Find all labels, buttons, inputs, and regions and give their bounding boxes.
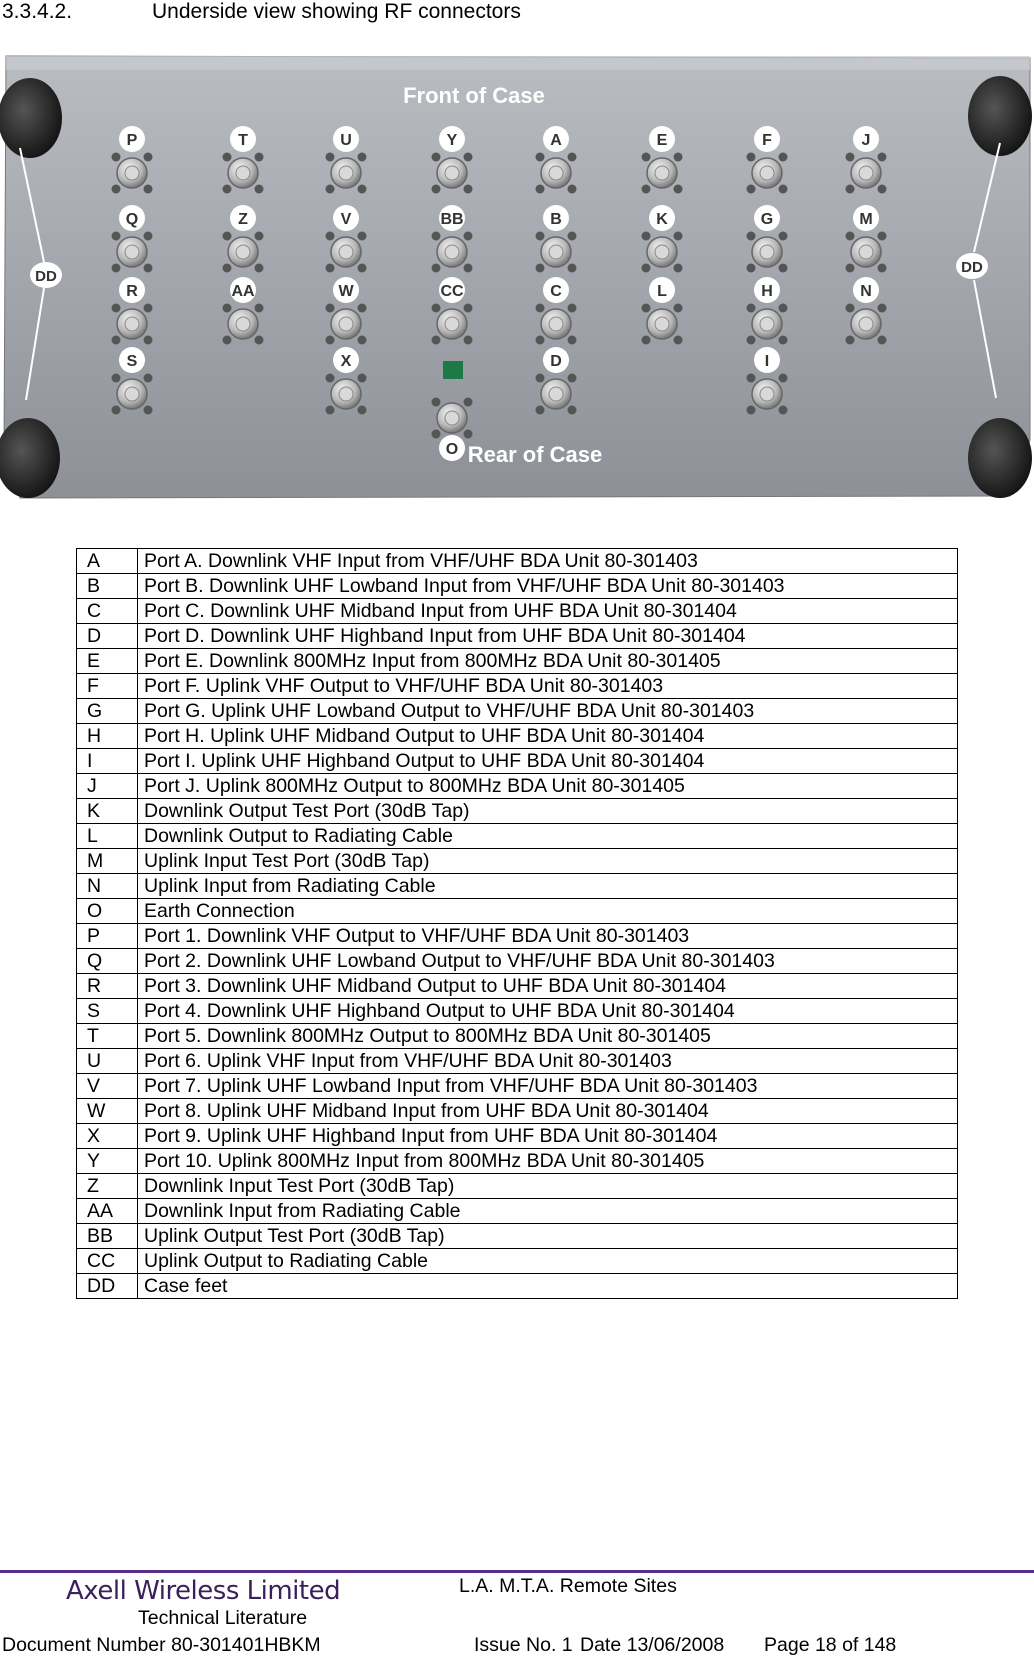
port-description: Case feet	[138, 1274, 958, 1299]
port-description: Downlink Input Test Port (30dB Tap)	[138, 1174, 958, 1199]
svg-text:Q: Q	[125, 211, 139, 228]
rf-connector	[432, 153, 473, 194]
port-description: Port A. Downlink VHF Input from VHF/UHF BDA Unit 80-301403	[138, 549, 958, 574]
port-description: Uplink Output Test Port (30dB Tap)	[138, 1224, 958, 1249]
table-row	[77, 1049, 958, 1074]
rf-connector	[536, 304, 577, 345]
port-description: Port D. Downlink UHF Highband Input from UHF BDA Unit 80-301404	[138, 624, 958, 649]
rf-connector	[223, 153, 264, 194]
port-code: V	[77, 1074, 138, 1099]
svg-text:U: U	[340, 132, 352, 149]
case-foot	[0, 78, 62, 158]
port-code: F	[77, 674, 138, 699]
issue-number: Issue No. 1	[474, 1634, 573, 1656]
rf-connector	[642, 153, 683, 194]
port-code: B	[77, 574, 138, 599]
port-description: Uplink Input Test Port (30dB Tap)	[138, 849, 958, 874]
rf-connector	[747, 153, 788, 194]
rf-connector	[642, 304, 683, 345]
port-code: Y	[77, 1149, 138, 1174]
port-code: H	[77, 724, 138, 749]
svg-text:A: A	[550, 132, 562, 149]
port-code: O	[77, 899, 138, 924]
svg-text:P: P	[126, 132, 138, 149]
port-label	[649, 126, 675, 152]
svg-text:DD: DD	[961, 259, 983, 276]
table-row	[77, 1174, 958, 1199]
svg-text:B: B	[550, 211, 562, 228]
port-description: Uplink Output to Radiating Cable	[138, 1249, 958, 1274]
svg-text:W: W	[338, 283, 354, 300]
port-label	[543, 277, 569, 303]
company-name: Axell Wireless Limited	[66, 1576, 341, 1606]
rf-connector	[223, 232, 264, 273]
rf-connector	[747, 232, 788, 273]
port-label	[230, 126, 256, 152]
table-row	[77, 724, 958, 749]
port-label	[853, 126, 879, 152]
rf-connector	[846, 232, 887, 273]
port-code: U	[77, 1049, 138, 1074]
port-description: Port B. Downlink UHF Lowband Input from VHF/UHF BDA Unit 80-301403	[138, 574, 958, 599]
port-code: D	[77, 624, 138, 649]
port-label	[754, 126, 780, 152]
port-label	[439, 435, 465, 461]
table-row	[77, 549, 958, 574]
port-code: AA	[77, 1199, 138, 1224]
svg-text:Z: Z	[238, 211, 248, 228]
table-row	[77, 899, 958, 924]
port-code: Q	[77, 949, 138, 974]
rear-of-case-label: Rear of Case	[467, 442, 603, 467]
port-code: A	[77, 549, 138, 574]
document-date: Date 13/06/2008	[580, 1634, 725, 1656]
table-row	[77, 574, 958, 599]
port-legend-table	[76, 548, 958, 1299]
port-description: Port 7. Uplink UHF Lowband Input from VHF/UHF BDA Unit 80-301403	[138, 1074, 958, 1099]
table-row	[77, 1099, 958, 1124]
feet-label	[30, 262, 62, 288]
table-row	[77, 974, 958, 999]
svg-text:S: S	[126, 353, 138, 370]
svg-text:N: N	[860, 283, 872, 300]
port-description: Uplink Input from Radiating Cable	[138, 874, 958, 899]
svg-text:M: M	[859, 211, 873, 228]
port-description: Port 9. Uplink UHF Highband Input from UHF BDA Unit 80-301404	[138, 1124, 958, 1149]
svg-text:AA: AA	[231, 283, 255, 300]
table-row	[77, 1199, 958, 1224]
rf-connector	[536, 153, 577, 194]
rf-connector	[326, 304, 367, 345]
port-label	[230, 277, 256, 303]
rf-connector	[326, 232, 367, 273]
port-description: Port I. Uplink UHF Highband Output to UHF BDA Unit 80-301404	[138, 749, 958, 774]
port-code: CC	[77, 1249, 138, 1274]
section-heading	[0, 0, 1034, 30]
port-description: Port G. Uplink UHF Lowband Output to VHF/UHF BDA Unit 80-301403	[138, 699, 958, 724]
svg-text:V: V	[340, 211, 352, 228]
table-row	[77, 649, 958, 674]
case-foot	[968, 418, 1032, 498]
table-row	[77, 1274, 958, 1299]
svg-text:BB: BB	[440, 211, 464, 228]
port-label	[649, 205, 675, 231]
svg-text:Y: Y	[446, 132, 458, 149]
port-code: K	[77, 799, 138, 824]
port-description: Port F. Uplink VHF Output to VHF/UHF BDA Unit 80-301403	[138, 674, 958, 699]
rf-connector	[747, 304, 788, 345]
table-row	[77, 674, 958, 699]
port-label	[333, 126, 359, 152]
table-row	[77, 1149, 958, 1174]
port-description: Downlink Output Test Port (30dB Tap)	[138, 799, 958, 824]
port-label	[853, 277, 879, 303]
feet-label	[956, 253, 988, 279]
status-led	[443, 361, 463, 379]
port-code: T	[77, 1024, 138, 1049]
port-code: Z	[77, 1174, 138, 1199]
rf-connector	[747, 374, 788, 415]
project-name: L.A. M.T.A. Remote Sites	[459, 1575, 677, 1597]
table-row	[77, 874, 958, 899]
port-label	[543, 126, 569, 152]
svg-text:J: J	[861, 132, 871, 149]
port-description: Port 10. Uplink 800MHz Input from 800MHz BDA Unit 80-301405	[138, 1149, 958, 1174]
port-code: R	[77, 974, 138, 999]
page-number: Page 18 of 148	[764, 1634, 897, 1656]
port-description: Port 3. Downlink UHF Midband Output to UHF BDA Unit 80-301404	[138, 974, 958, 999]
footer-divider	[0, 1570, 1034, 1573]
section-title: Underside view showing RF connectors	[152, 0, 521, 23]
port-label	[543, 205, 569, 231]
svg-text:CC: CC	[440, 283, 464, 300]
svg-text:L: L	[657, 283, 667, 300]
port-code: S	[77, 999, 138, 1024]
table-row	[77, 1124, 958, 1149]
port-label	[333, 277, 359, 303]
port-description: Port 1. Downlink VHF Output to VHF/UHF BDA Unit 80-301403	[138, 924, 958, 949]
rf-connector	[536, 232, 577, 273]
port-description: Port 4. Downlink UHF Highband Output to UHF BDA Unit 80-301404	[138, 999, 958, 1024]
rf-connector	[112, 374, 153, 415]
rf-connector	[642, 232, 683, 273]
rf-connector	[112, 304, 153, 345]
port-description: Earth Connection	[138, 899, 958, 924]
port-code: L	[77, 824, 138, 849]
case-underside-photo	[0, 48, 1034, 514]
port-description: Port 2. Downlink UHF Lowband Output to VHF/UHF BDA Unit 80-301403	[138, 949, 958, 974]
port-label	[543, 347, 569, 373]
svg-text:T: T	[238, 132, 248, 149]
port-code: X	[77, 1124, 138, 1149]
port-code: N	[77, 874, 138, 899]
port-label	[119, 347, 145, 373]
port-label	[230, 205, 256, 231]
port-label	[119, 277, 145, 303]
front-of-case-label: Front of Case	[403, 83, 545, 108]
rf-connector	[536, 374, 577, 415]
table-row	[77, 699, 958, 724]
table-row	[77, 824, 958, 849]
table-row	[77, 924, 958, 949]
table-row	[77, 799, 958, 824]
table-row	[77, 624, 958, 649]
port-label	[439, 277, 465, 303]
port-code: J	[77, 774, 138, 799]
table-row	[77, 599, 958, 624]
port-code: E	[77, 649, 138, 674]
port-label	[754, 205, 780, 231]
rf-connector	[846, 153, 887, 194]
table-row	[77, 1074, 958, 1099]
port-description: Port C. Downlink UHF Midband Input from UHF BDA Unit 80-301404	[138, 599, 958, 624]
port-label	[853, 205, 879, 231]
port-description: Port 8. Uplink UHF Midband Input from UHF BDA Unit 80-301404	[138, 1099, 958, 1124]
port-description: Port 5. Downlink 800MHz Output to 800MHz BDA Unit 80-301405	[138, 1024, 958, 1049]
port-description: Port H. Uplink UHF Midband Output to UHF BDA Unit 80-301404	[138, 724, 958, 749]
table-row	[77, 774, 958, 799]
port-code: P	[77, 924, 138, 949]
svg-text:G: G	[760, 211, 774, 228]
port-description: Port E. Downlink 800MHz Input from 800MHz BDA Unit 80-301405	[138, 649, 958, 674]
rf-connector	[846, 304, 887, 345]
svg-text:C: C	[550, 283, 562, 300]
rf-connector	[432, 398, 473, 439]
document-number: Document Number 80-301401HBKM	[2, 1634, 321, 1656]
port-code: C	[77, 599, 138, 624]
port-label	[754, 277, 780, 303]
svg-text:H: H	[761, 283, 773, 300]
rf-connector	[326, 374, 367, 415]
port-description: Downlink Output to Radiating Cable	[138, 824, 958, 849]
port-label	[439, 205, 465, 231]
svg-text:X: X	[340, 353, 352, 370]
table-row	[77, 1024, 958, 1049]
department-label: Technical Literature	[138, 1607, 308, 1629]
table-row	[77, 849, 958, 874]
port-description: Port 6. Uplink VHF Input from VHF/UHF BDA Unit 80-301403	[138, 1049, 958, 1074]
port-code: DD	[77, 1274, 138, 1299]
rf-connector	[112, 153, 153, 194]
svg-text:DD: DD	[35, 268, 57, 285]
table-row	[77, 749, 958, 774]
svg-text:E: E	[656, 132, 668, 149]
table-row	[77, 949, 958, 974]
svg-text:O: O	[445, 441, 459, 458]
port-label	[333, 347, 359, 373]
port-label	[119, 126, 145, 152]
table-row	[77, 1249, 958, 1274]
svg-text:D: D	[550, 353, 562, 370]
table-row	[77, 1224, 958, 1249]
rf-connector	[432, 304, 473, 345]
svg-text:I: I	[764, 353, 770, 370]
table-row	[77, 999, 958, 1024]
port-description: Port J. Uplink 800MHz Output to 800MHz BDA Unit 80-301405	[138, 774, 958, 799]
svg-text:R: R	[126, 283, 138, 300]
port-code: I	[77, 749, 138, 774]
rf-connector	[223, 304, 264, 345]
port-label	[119, 205, 145, 231]
port-description: Downlink Input from Radiating Cable	[138, 1199, 958, 1224]
rf-connector	[112, 232, 153, 273]
svg-text:F: F	[762, 132, 772, 149]
rf-connector	[432, 232, 473, 273]
port-label	[333, 205, 359, 231]
svg-text:K: K	[656, 211, 668, 228]
port-label	[439, 126, 465, 152]
port-code: G	[77, 699, 138, 724]
port-code: M	[77, 849, 138, 874]
port-label	[649, 277, 675, 303]
port-code: BB	[77, 1224, 138, 1249]
port-code: W	[77, 1099, 138, 1124]
section-number: 3.3.4.2.	[2, 0, 73, 23]
port-label	[754, 347, 780, 373]
rf-connector	[326, 153, 367, 194]
